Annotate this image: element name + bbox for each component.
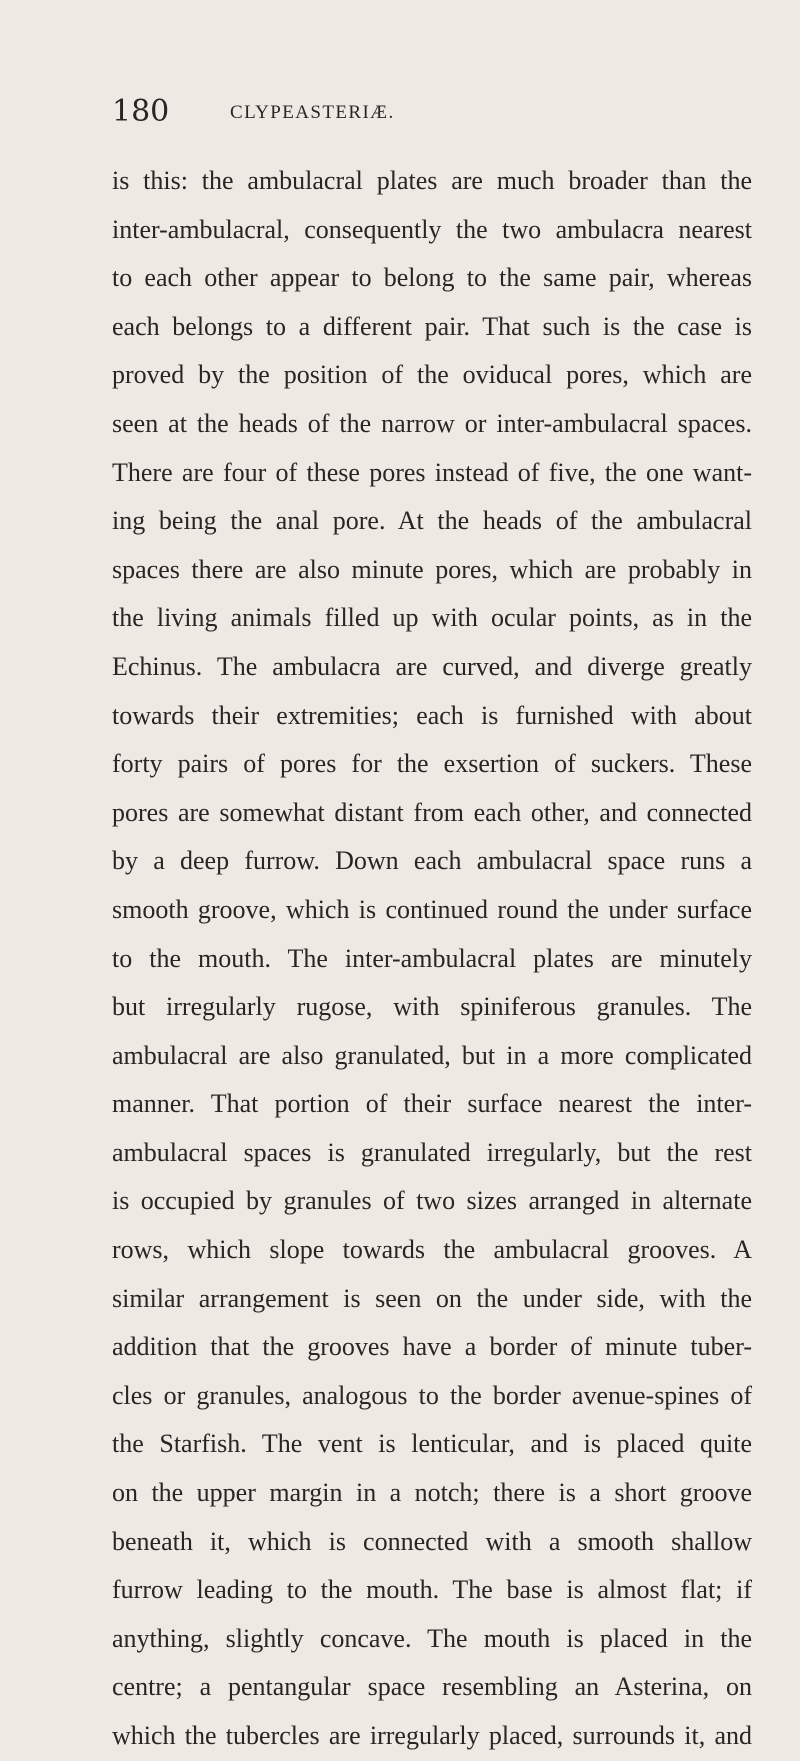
- text-line: rows, which slope towards the ambulacral grooves. A: [112, 1235, 752, 1265]
- text-line: which the tubercles are irregularly placed, surrounds it, and: [112, 1721, 752, 1750]
- text-line: furrow leading to the mouth. The base is almost flat; if: [112, 1575, 752, 1605]
- text-line: on the upper margin in a notch; there is a short groove: [112, 1478, 752, 1508]
- text-line: seen at the heads of the narrow or inter-ambulacral spaces.: [112, 408, 752, 438]
- body-paragraph: [112, 157, 752, 1761]
- text-line: is occupied by granules of two sizes arranged in alternate: [112, 1186, 752, 1216]
- text-line: proved by the position of the oviducal pores, which are: [112, 360, 752, 390]
- text-line: by a deep furrow. Down each ambulacral space runs a: [112, 846, 752, 876]
- text-line: forty pairs of pores for the exsertion of suckers. These: [112, 749, 752, 779]
- text-line: to each other appear to belong to the same pair, whereas: [112, 263, 752, 293]
- text-line: addition that the grooves have a border of minute tuber-: [112, 1332, 752, 1362]
- text-line: each belongs to a different pair. That such is the case is: [112, 311, 752, 341]
- page-number: 180: [112, 94, 170, 129]
- text-line: inter-ambulacral, consequently the two ambulacra nearest: [112, 214, 752, 244]
- text-line: ambulacral are also granulated, but in a more complicated: [112, 1040, 752, 1070]
- text-line: towards their extremities; each is furnished with about: [112, 700, 752, 730]
- text-line: spaces there are also minute pores, which are probably in: [112, 554, 752, 584]
- text-line: beneath it, which is connected with a smooth shallow: [112, 1526, 752, 1556]
- text-line: similar arrangement is seen on the under side, with the: [112, 1283, 752, 1313]
- text-line: pores are somewhat distant from each other, and connected: [112, 797, 752, 827]
- text-line: is this: the ambulacral plates are much broader than the: [112, 166, 752, 195]
- page-header: [112, 92, 752, 132]
- text-line: manner. That portion of their surface nearest the inter-: [112, 1089, 752, 1119]
- text-line: anything, slightly concave. The mouth is placed in the: [112, 1623, 752, 1653]
- text-line: smooth groove, which is continued round the under surface: [112, 894, 752, 924]
- text-line: but irregularly rugose, with spiniferous granules. The: [112, 992, 752, 1022]
- running-head: CLYPEASTERIÆ.: [230, 102, 395, 123]
- text-line: the living animals filled up with ocular points, as in the: [112, 603, 752, 633]
- text-line: Echinus. The ambulacra are curved, and diverge greatly: [112, 651, 752, 681]
- text-line: ambulacral spaces is granulated irregularly, but the rest: [112, 1137, 752, 1167]
- text-line: to the mouth. The inter-ambulacral plates are minutely: [112, 943, 752, 973]
- text-line: ing being the anal pore. At the heads of the ambulacral: [112, 506, 752, 536]
- text-line: centre; a pentangular space resembling an Asterina, on: [112, 1672, 752, 1702]
- text-line: There are four of these pores instead of five, the one want-: [112, 457, 752, 487]
- text-line: cles or granules, analogous to the border avenue-spines of: [112, 1380, 752, 1410]
- text-line: the Starfish. The vent is lenticular, and is placed quite: [112, 1429, 752, 1459]
